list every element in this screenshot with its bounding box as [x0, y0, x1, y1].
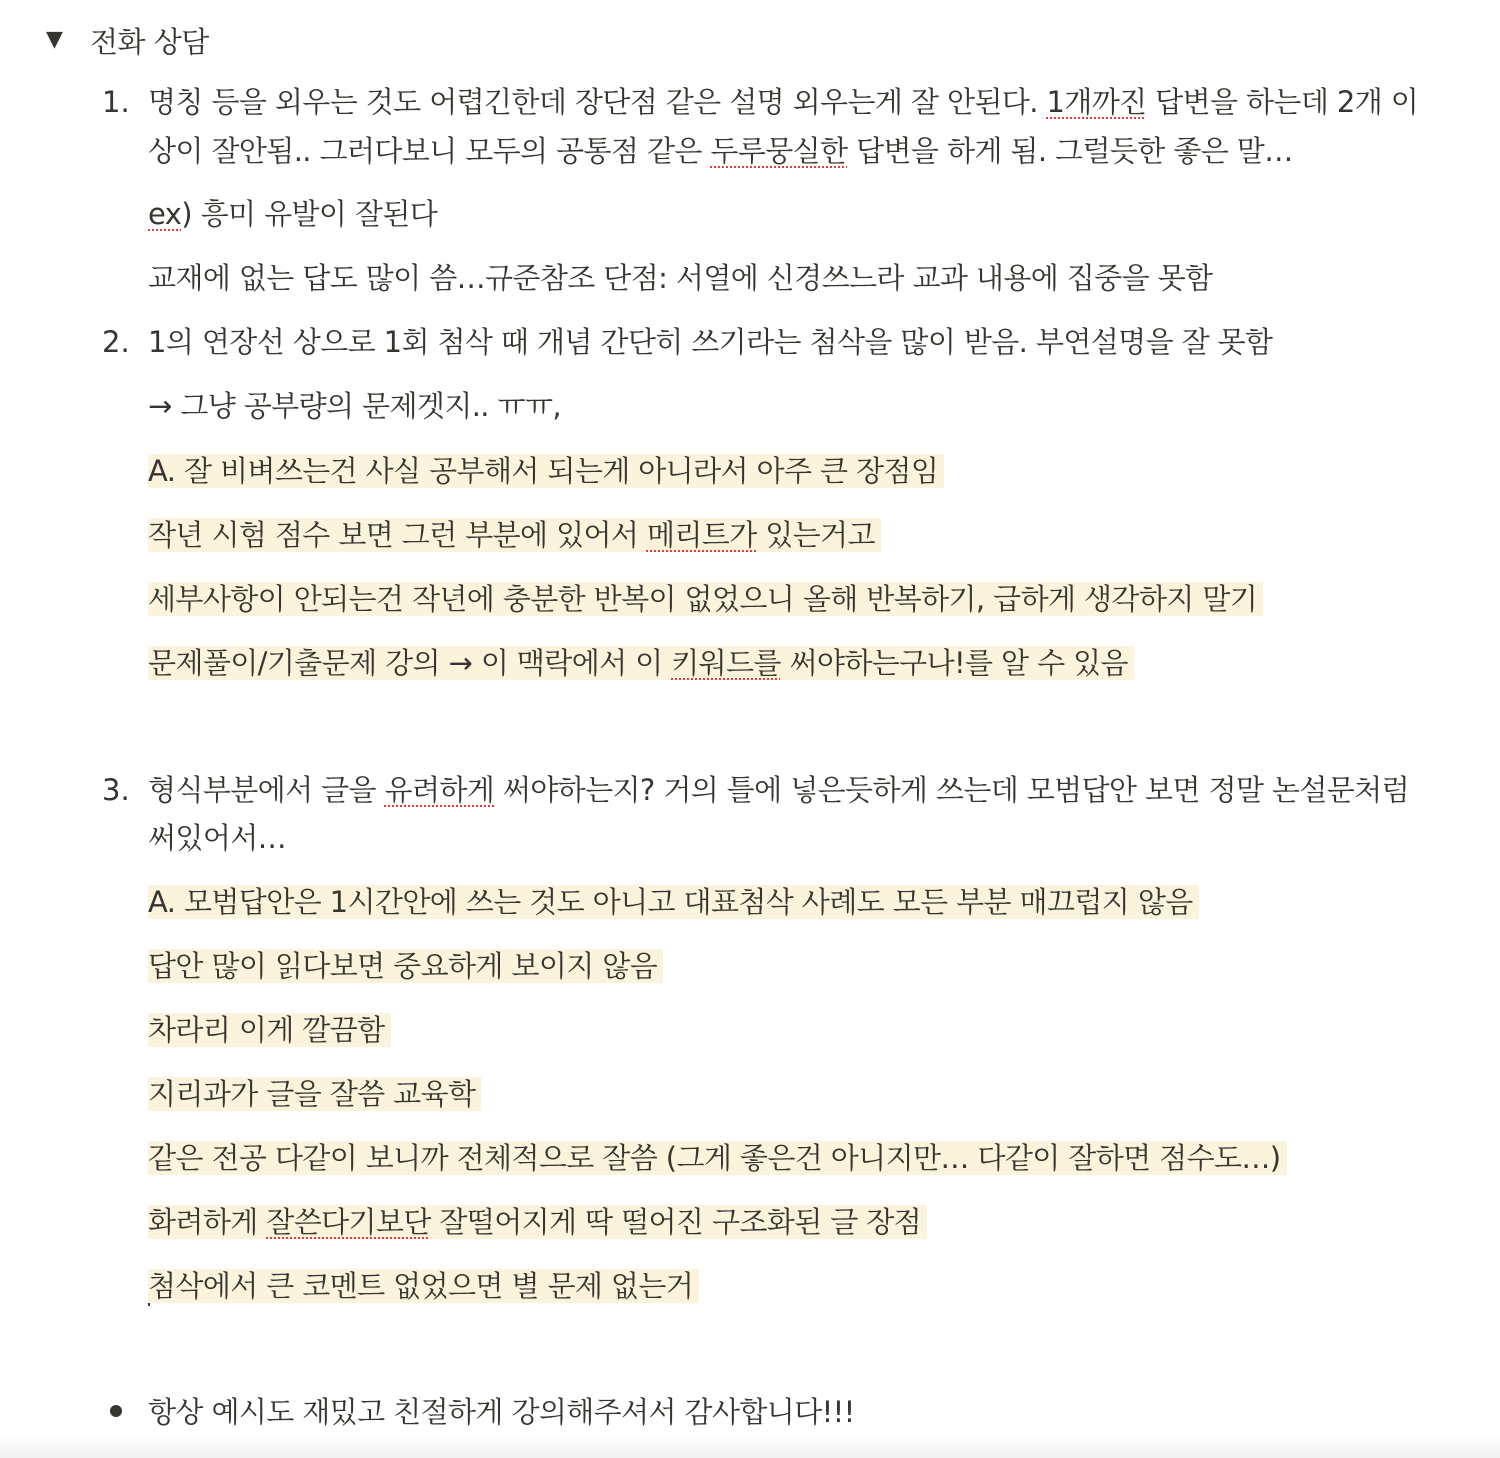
list-item-3-line[interactable] — [148, 768, 1409, 812]
paragraph[interactable]: 교재에 없는 답도 많이 씀…규준참조 단점: 서열에 신경쓰느라 교과 내용에 집중을 못함 — [148, 261, 1213, 295]
list-item-1-line[interactable] — [148, 80, 1418, 124]
highlighted-paragraph[interactable] — [148, 1072, 481, 1116]
highlighted-paragraph[interactable] — [148, 1264, 699, 1308]
bullet-dot-icon — [110, 1405, 122, 1417]
highlight-text — [148, 518, 881, 552]
highlighted-paragraph[interactable] — [148, 577, 1263, 621]
highlighted-paragraph[interactable] — [148, 1200, 927, 1244]
bottom-edge-shadow — [0, 1434, 1500, 1458]
spellcheck-word: ex — [148, 197, 182, 231]
spellcheck-word: 잘쓴다기보단 — [266, 1205, 431, 1239]
text-span: ) 흥미 유발이 잘된다 — [181, 197, 438, 231]
text-span: 문제풀이/기출문제 강의 → 이 맥락에서 이 — [148, 646, 672, 680]
highlight-text: 세부사항이 안되는건 작년에 충분한 반복이 없었으니 올해 반복하기, 급하게 생각하지 말기 — [148, 582, 1263, 616]
highlighted-paragraph[interactable] — [148, 513, 881, 557]
highlighted-paragraph[interactable] — [148, 1008, 391, 1052]
spellcheck-word: 두루뭉실한 — [710, 134, 848, 168]
highlight-text — [148, 646, 1134, 680]
text-span: 답변을 하는데 2개 이 — [1146, 85, 1419, 119]
toggle-title[interactable]: 전화 상담 — [90, 24, 209, 59]
highlight-text: A. 잘 비벼쓰는건 사실 공부해서 되는게 아니라서 아주 큰 장점임 — [148, 454, 944, 488]
highlighted-paragraph[interactable] — [148, 449, 944, 493]
paragraph[interactable] — [148, 192, 437, 236]
highlight-text: 차라리 이게 깔끔함 — [148, 1013, 391, 1047]
text-span: 형식부분에서 글을 — [148, 773, 385, 807]
highlight-text — [148, 1205, 927, 1239]
text-span: 명칭 등을 외우는 것도 어렵긴한데 장단점 같은 설명 외우는게 잘 안된다. — [148, 85, 1047, 119]
text-span: 작년 시험 점수 보면 그런 부분에 있어서 — [148, 518, 647, 552]
highlight-text: 같은 전공 다같이 보니까 전체적으로 잘씀 (그게 좋은건 아니지만… 다같이 잘하면 점수도…) — [148, 1141, 1287, 1175]
list-item-2-line[interactable]: 1의 연장선 상으로 1회 첨삭 때 개념 간단히 쓰기라는 첨삭을 많이 받음. 부연설명을 잘 못함 — [148, 325, 1273, 359]
spellcheck-word: 유려하게 — [384, 773, 495, 807]
text-span: 잘떨어지게 딱 떨어진 구조화된 글 장점 — [430, 1205, 922, 1239]
text-span: 상이 잘안됨.. 그러다보니 모두의 공통점 같은 — [148, 134, 711, 168]
highlight-text: 첨삭에서 큰 코멘트 없었으면 별 문제 없는거 — [148, 1269, 699, 1303]
highlighted-paragraph[interactable] — [148, 944, 663, 988]
paragraph[interactable]: → 그냥 공부량의 문제겟지.. ㅠㅠ, — [148, 389, 561, 423]
list-number: 2. — [102, 325, 130, 359]
spellcheck-word: 키워드를 — [671, 646, 781, 680]
list-item-3-line[interactable]: 써있어서… — [148, 821, 287, 855]
highlight-text: 답안 많이 읽다보면 중요하게 보이지 않음 — [148, 949, 663, 983]
text-span: 있는거고 — [756, 518, 875, 552]
text-span: 답변을 하게 됨. 그럴듯한 좋은 말… — [847, 134, 1293, 168]
highlight-text: A. 모범답안은 1시간안에 쓰는 것도 아니고 대표첨삭 사례도 모든 부분 매끄럽지 않음 — [148, 885, 1199, 919]
bullet-item[interactable]: 항상 예시도 재밌고 친절하게 강의해주셔서 감사합니다!!! — [148, 1395, 855, 1429]
highlighted-paragraph[interactable] — [148, 641, 1134, 685]
text-span: 화려하게 — [148, 1205, 267, 1239]
text-span: 써야하는지? 거의 틀에 넣은듯하게 쓰는데 모범답안 보면 정말 논설문처럼 — [494, 773, 1409, 807]
spellcheck-word: 1개까진 — [1046, 85, 1147, 119]
toggle-arrow-icon[interactable]: ▼ — [46, 27, 63, 52]
list-item-1-line[interactable] — [148, 129, 1293, 173]
spellcheck-word: 메리트가 — [646, 518, 757, 552]
text-span: 써야하는구나!를 알 수 있음 — [780, 646, 1128, 680]
list-number: 3. — [102, 773, 130, 807]
highlighted-paragraph[interactable] — [148, 1136, 1287, 1180]
list-number: 1. — [102, 85, 130, 119]
highlight-text: 지리과가 글을 잘씀 교육학 — [148, 1077, 481, 1111]
toggle-block[interactable] — [46, 18, 209, 62]
highlighted-paragraph[interactable] — [148, 880, 1199, 924]
